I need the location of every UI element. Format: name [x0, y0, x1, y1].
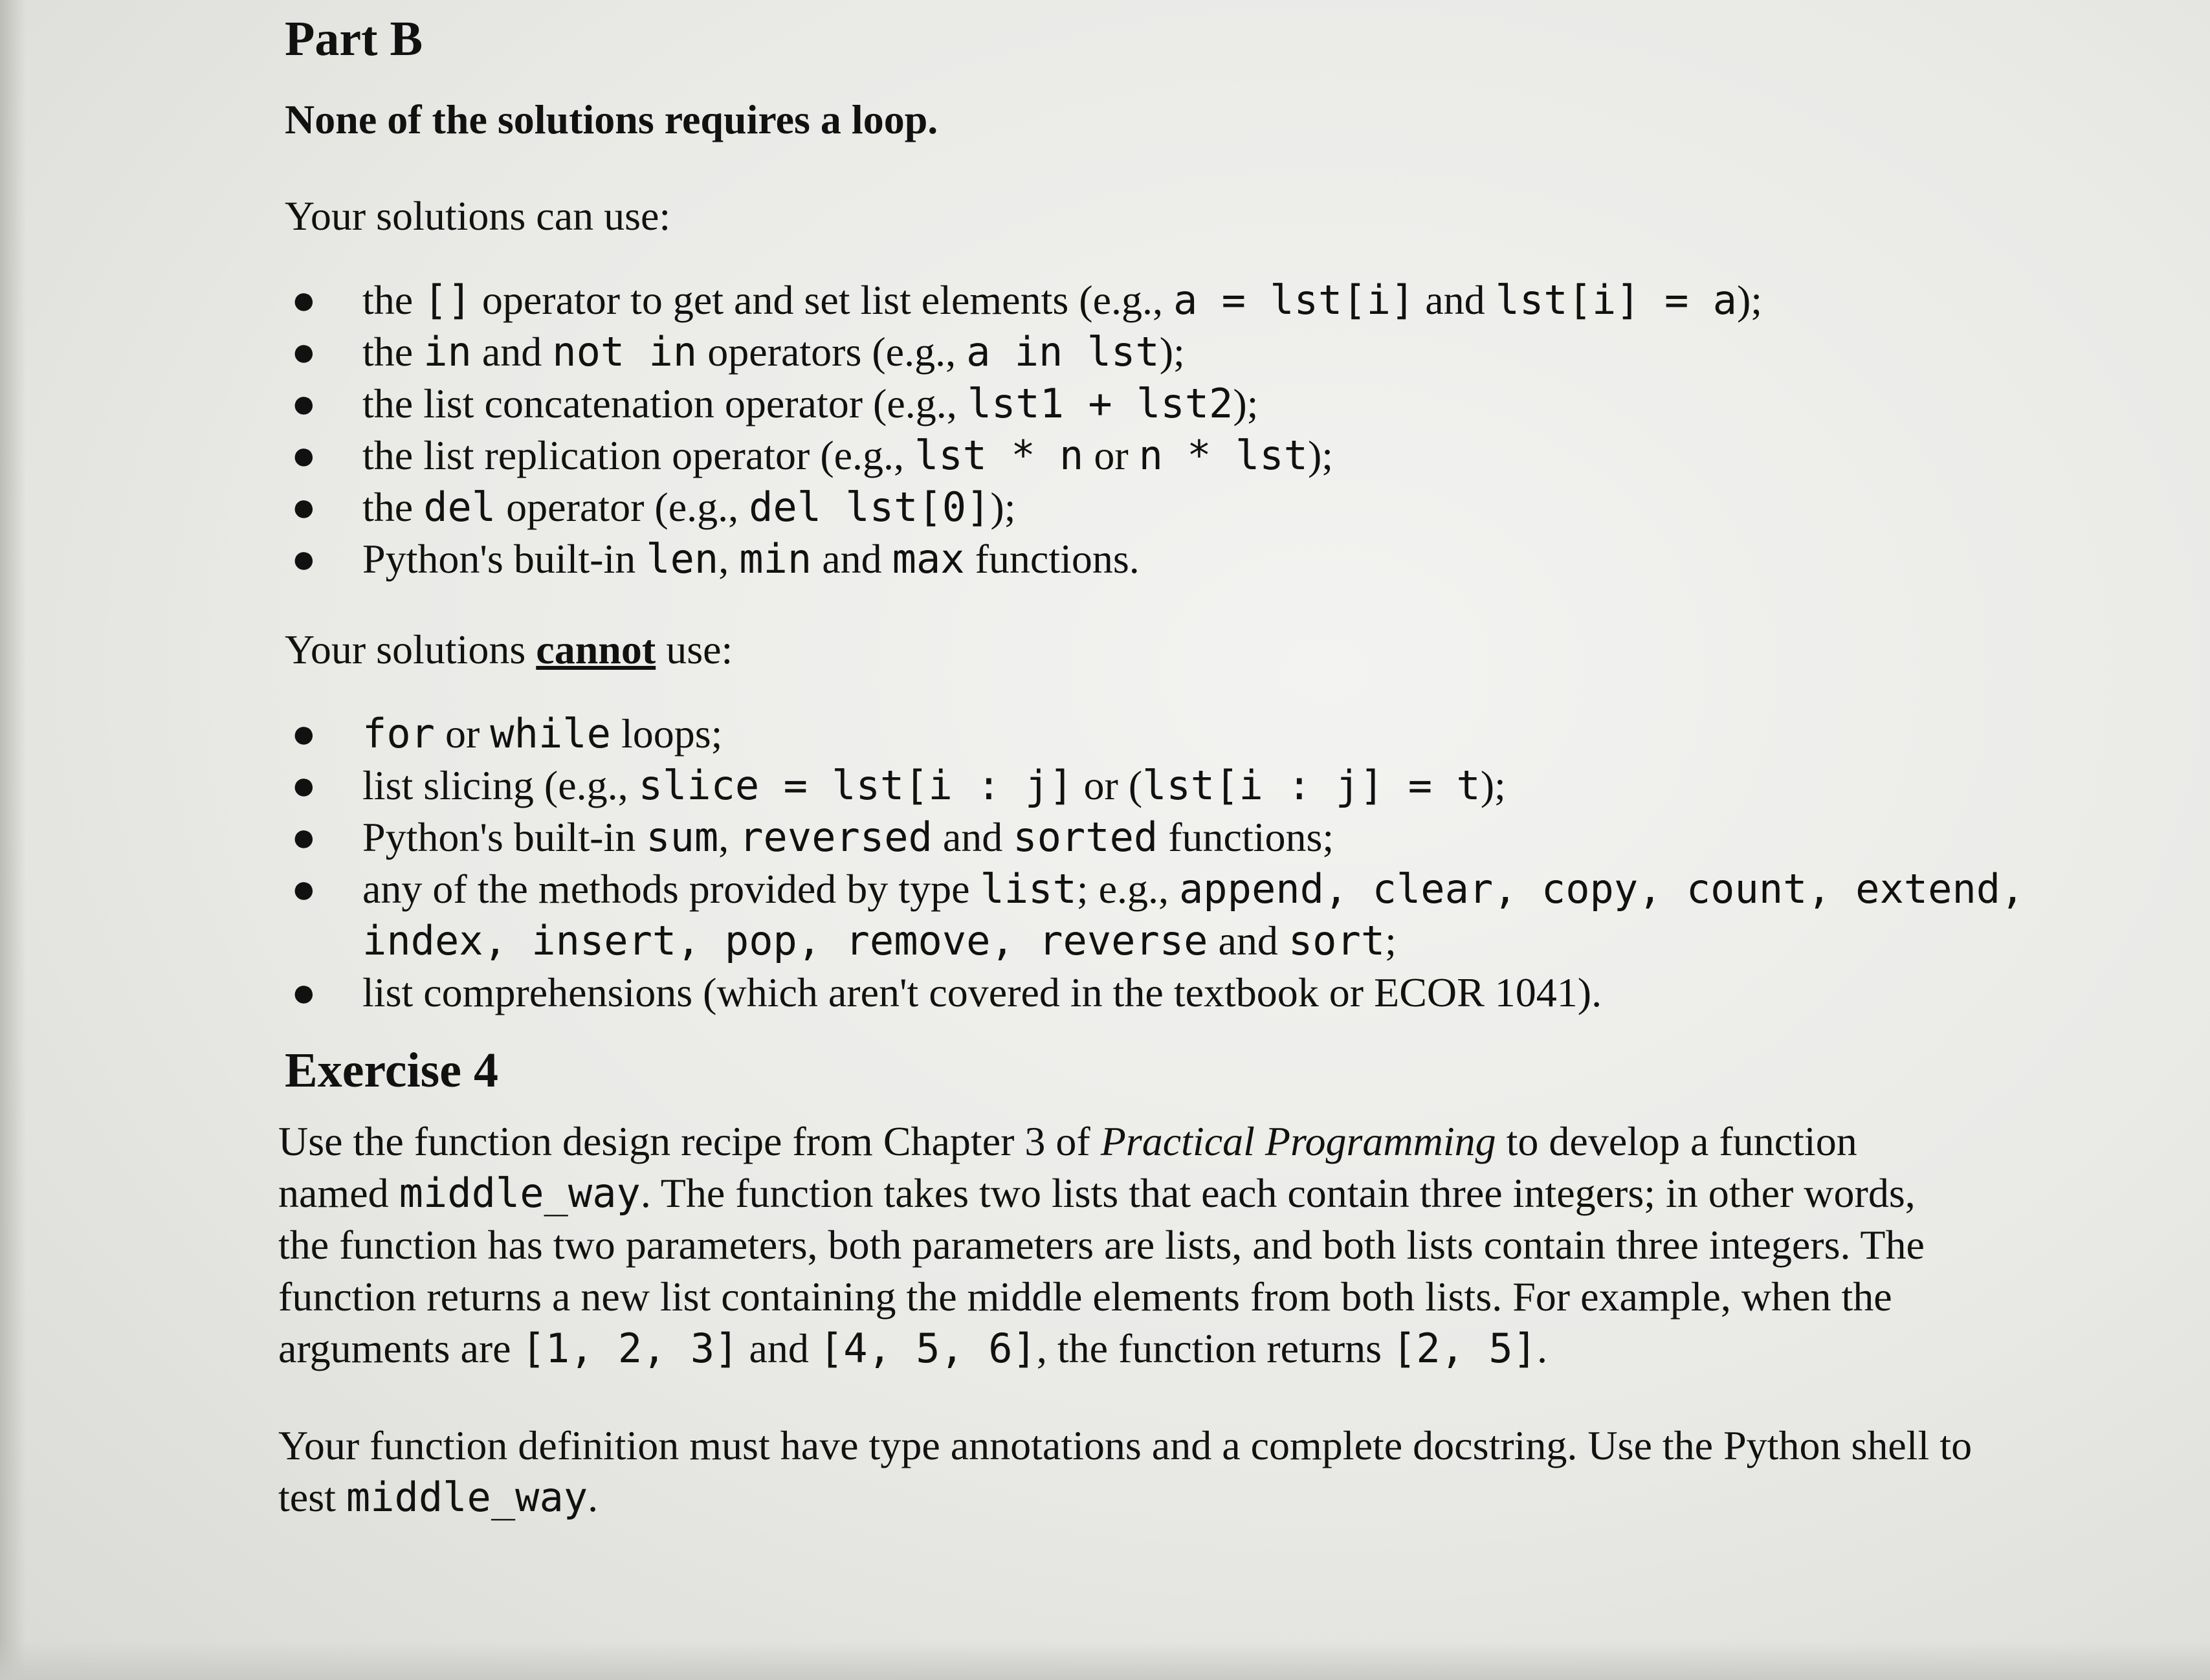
text: ); [1480, 762, 1506, 808]
emphasis-cannot: cannot [536, 626, 656, 672]
text: Your function definition must have type annotations and a complete docstring. Use the Python shell to test [278, 1422, 1972, 1520]
text: operator to get and set list elements (e.g., [471, 277, 1173, 323]
text: loops; [610, 711, 723, 757]
text: and [471, 329, 553, 375]
code: while [490, 710, 611, 757]
exercise-paragraph-1 [278, 1116, 1974, 1375]
cannot-use-item [291, 708, 2032, 760]
text: list slicing (e.g., [362, 762, 639, 808]
bullet-icon: ● [291, 381, 316, 426]
text: or ( [1073, 762, 1143, 808]
code: max [892, 535, 965, 582]
text: and [812, 536, 892, 582]
document-content [278, 6, 2032, 1523]
text: Your solutions [285, 626, 536, 672]
page-edge-shadow [0, 0, 26, 1680]
can-use-item [291, 430, 2032, 481]
text: or [1083, 432, 1139, 478]
code: reversed [739, 813, 933, 861]
text: ); [1736, 277, 1763, 323]
text: operator (e.g., [496, 484, 749, 530]
exercise-paragraph-2 [278, 1420, 1974, 1523]
cannot-use-item [291, 812, 2032, 863]
text: any of the methods provided by type [362, 866, 980, 912]
code: middle_way [346, 1474, 588, 1521]
can-use-list [285, 274, 2032, 585]
cannot-use-item [291, 760, 2032, 812]
code: slice = lst[i : j] [638, 762, 1074, 809]
code: [1, 2, 3] [521, 1325, 739, 1372]
can-use-item [291, 326, 2032, 378]
text: ; [1385, 918, 1397, 964]
can-use-intro: Your solutions can use: [285, 193, 671, 239]
bullet-icon: ● [291, 866, 316, 912]
text: the list replication operator (e.g., [362, 432, 915, 478]
can-use-item [291, 533, 2032, 585]
code: lst1 + lst2 [967, 380, 1233, 427]
code: lst[i : j] = t [1142, 762, 1481, 809]
code: not in [552, 328, 698, 375]
code: [2, 5] [1392, 1325, 1538, 1372]
bullet-icon: ● [291, 711, 316, 757]
text: and [738, 1325, 819, 1371]
code: [] [423, 276, 472, 324]
bullet-icon: ● [291, 432, 316, 478]
text: list comprehensions (which aren't covered in the textbook or ECOR 1041). [362, 969, 1602, 1015]
text: ); [1159, 329, 1185, 375]
text: . The function takes two lists that each contain three integers; in other words, the function has two parameters, both parameters are lists, and both lists contain three integers. The function returns a new list containing the middle elements from both lists. For example, when the arguments are [278, 1170, 1925, 1371]
cannot-use-item [291, 863, 2032, 967]
code: sum [646, 813, 719, 861]
code: middle_way [399, 1169, 641, 1217]
bullet-icon: ● [291, 762, 316, 808]
book-title: Practical Programming [1100, 1118, 1496, 1164]
text: , [718, 536, 740, 582]
text: use: [656, 626, 733, 672]
code: min [739, 535, 812, 582]
can-use-item [291, 481, 2032, 533]
bullet-icon: ● [291, 484, 316, 530]
code: del lst[0] [749, 483, 991, 531]
code: a in lst [966, 328, 1160, 375]
text: Python's built-in [362, 814, 646, 860]
bullet-icon: ● [291, 969, 316, 1015]
bullet-icon: ● [291, 329, 316, 375]
code: in [423, 328, 472, 375]
text: , [718, 814, 740, 860]
text: functions. [964, 536, 1140, 582]
code: a = lst[i] [1173, 276, 1415, 324]
code: sort [1288, 917, 1386, 964]
text: . [588, 1474, 599, 1520]
text: functions; [1158, 814, 1334, 860]
text: the [362, 329, 424, 375]
text: operators (e.g., [697, 329, 967, 375]
bullet-icon: ● [291, 814, 316, 860]
code: lst * n [914, 432, 1084, 479]
bullet-icon: ● [291, 536, 316, 582]
cannot-use-list [285, 708, 2032, 1019]
can-use-item [291, 274, 2032, 326]
exercise-title: Exercise 4 [285, 1043, 498, 1098]
code: list [980, 865, 1077, 912]
code: del [423, 483, 496, 531]
code: [4, 5, 6] [819, 1325, 1037, 1372]
cannot-use-intro [285, 624, 2032, 676]
text: the [362, 484, 424, 530]
code: len [646, 535, 719, 582]
text: the list concatenation operator (e.g., [362, 381, 967, 426]
text: and [1208, 918, 1288, 964]
text: , the function returns [1036, 1325, 1393, 1371]
text: ); [1307, 432, 1334, 478]
text: Use the function design recipe from Chapter 3 of [278, 1118, 1101, 1164]
text: ); [990, 484, 1016, 530]
text: to develop a function named [278, 1118, 1857, 1216]
text: . [1537, 1325, 1548, 1371]
text: and [932, 814, 1013, 860]
text: and [1415, 277, 1496, 323]
code: lst[i] = a [1495, 276, 1737, 324]
page-bottom-shadow [0, 1641, 2210, 1680]
can-use-item [291, 378, 2032, 430]
code: for [362, 710, 435, 757]
text: ); [1233, 381, 1259, 426]
cannot-use-item [291, 967, 2032, 1019]
text: ; e.g., [1076, 866, 1179, 912]
code: n * lst [1138, 432, 1308, 479]
text: the [362, 277, 424, 323]
part-title: Part B [285, 12, 423, 66]
code: sorted [1013, 813, 1158, 861]
code-methods: append, clear, copy, count, extend, index, insert, pop, remove, reverse [362, 865, 2025, 964]
bullet-icon: ● [291, 277, 316, 323]
text: Python's built-in [362, 536, 646, 582]
lead-statement: None of the solutions requires a loop. [285, 96, 938, 142]
text: or [434, 711, 491, 757]
